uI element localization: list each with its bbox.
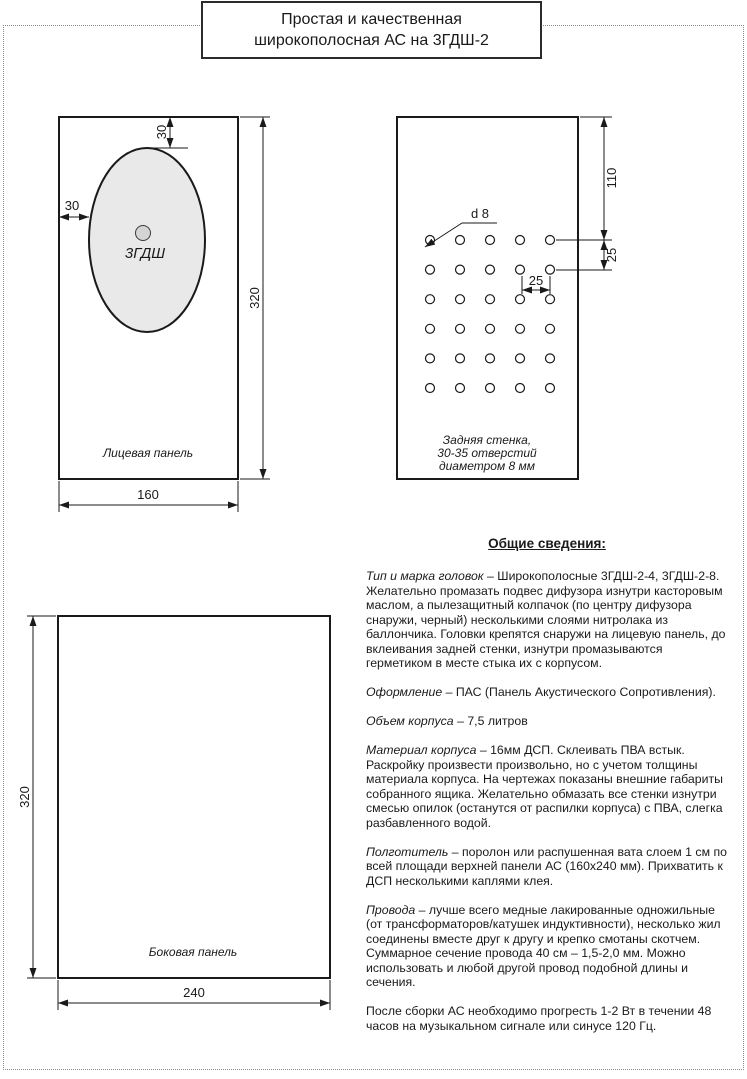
paragraph-lead: Тип и марка головок: [366, 569, 484, 583]
vent-hole: [456, 236, 465, 245]
paragraph-text: – поролон или распушенная вата слоем 1 см по всей площади верхней панели АС (160х240 мм). Прихватить к ДСП несколькими каплями клея.: [366, 844, 727, 888]
vent-hole: [546, 354, 555, 363]
vent-hole: [546, 236, 555, 245]
vent-hole: [456, 384, 465, 393]
vent-hole: [546, 265, 555, 274]
vent-hole: [486, 354, 495, 363]
vent-hole: [486, 384, 495, 393]
info-paragraph: [366, 1004, 728, 1033]
dim-offset-top-label: 30: [154, 124, 169, 140]
paragraph-lead: Полготитель: [366, 844, 449, 859]
paragraph-text: – 16мм ДСП. Склеивать ПВА встык. Раскройку произвести произвольно, но с учетом толщины материала корпуса. На чертежах показаны внешние габариты собранного ящика. Желательно обмазать все стенки изнутри смесью опилок (останутся от распилки корпуса) с ПВА, слегка разбавленного водой.: [366, 743, 723, 830]
side-panel-drawing: [5, 590, 350, 1040]
vent-hole: [426, 295, 435, 304]
dust-cap: [136, 226, 151, 241]
paragraph-lead: Оформление: [366, 685, 443, 699]
info-paragraph: [366, 743, 728, 830]
info-section: [366, 536, 728, 1033]
side-panel-outline: [58, 616, 330, 978]
vent-hole: [486, 324, 495, 333]
vent-hole: [456, 265, 465, 274]
vent-hole: [486, 295, 495, 304]
front-panel-caption: Лицевая панель: [102, 446, 194, 460]
vent-hole: [456, 324, 465, 333]
vent-hole: [516, 384, 525, 393]
paragraph-lead: Провода: [366, 902, 416, 917]
vent-hole: [426, 265, 435, 274]
info-heading: Общие сведения:: [488, 536, 606, 551]
vent-hole: [426, 324, 435, 333]
speaker-cutout: [89, 148, 205, 332]
vent-hole: [546, 295, 555, 304]
driver-label: 3ГДШ: [124, 245, 166, 262]
rear-panel-caption-3: диаметром 8 мм: [439, 459, 535, 473]
dim-width-label: 160: [137, 487, 159, 502]
info-paragraph: [366, 714, 728, 729]
dim-top-label: 110: [604, 167, 619, 189]
vent-hole: [426, 236, 435, 245]
info-paragraph: [366, 685, 728, 700]
vent-hole: [486, 236, 495, 245]
rear-panel-drawing: [380, 100, 640, 530]
vent-hole: [456, 354, 465, 363]
vent-hole: [456, 295, 465, 304]
vent-hole: [516, 354, 525, 363]
vent-hole: [426, 354, 435, 363]
vent-hole: [546, 384, 555, 393]
dim-row-gap-label: 25: [604, 247, 619, 263]
vent-hole: [516, 295, 525, 304]
vent-hole: [516, 265, 525, 274]
vent-hole: [486, 265, 495, 274]
dim-width-label: 240: [183, 985, 205, 1000]
paragraph-text: – Широкополосные 3ГДШ-2-4, 3ГДШ-2-8. Желательно промазать подвес дифузора изнутри касторовым маслом, а пылезащитный колпачок (по центру дифузора снаружи, черный) несколькими слоями нитролака из баллончика. Головки крепятся снаружи на лицевую панель, до вклеивания задней стенки, изнутри промазываются герметиком в месте стыка их с корпусом.: [366, 569, 726, 670]
rear-panel-caption-2: 30-35 отверстий: [437, 446, 537, 460]
info-paragraph: [366, 845, 728, 889]
paragraph-text: После сборки АС необходимо прогресть 1-2 Вт в течении 48 часов на музыкальном сигнале или синусе 120 Гц.: [366, 1004, 712, 1033]
page-title-line-1: Простая и качественная: [281, 11, 462, 28]
vent-hole: [426, 384, 435, 393]
dim-offset-left-label: 30: [64, 198, 80, 213]
vent-hole: [516, 236, 525, 245]
page-title-line-2: широкополосная АС на 3ГДШ-2: [254, 32, 489, 49]
dim-height-label: 320: [17, 786, 32, 808]
paragraph-lead: Материал корпуса: [366, 743, 477, 757]
dim-col-gap-label: 25: [528, 273, 544, 288]
side-panel-caption: Боковая панель: [148, 945, 238, 959]
vent-hole: [546, 324, 555, 333]
dim-height-label: 320: [247, 287, 262, 309]
front-panel-drawing: [20, 100, 290, 530]
paragraph-lead: Объем корпуса: [366, 714, 454, 728]
info-paragraph: [366, 903, 728, 990]
vent-hole: [516, 324, 525, 333]
paragraph-text: – 7,5 литров: [453, 714, 528, 728]
paragraph-text: – лучше всего медные лакированные одножильные (от трансформаторов/катушек индуктивности), несколько жил соединены вместе друг к другу и крепко смотаны скотчем. Суммарное сечение провода 40 см – 1,5-2,0 мм. Можно использовать и любой другой провод подобной длины и сечения.: [366, 902, 721, 989]
rear-panel-caption-1: Задняя стенка,: [442, 433, 532, 447]
title-box: [201, 1, 542, 59]
paragraph-text: – ПАС (Панель Акустического Сопротивления).: [442, 685, 716, 699]
info-paragraph: [366, 569, 728, 671]
hole-diameter-label: d 8: [470, 206, 490, 221]
